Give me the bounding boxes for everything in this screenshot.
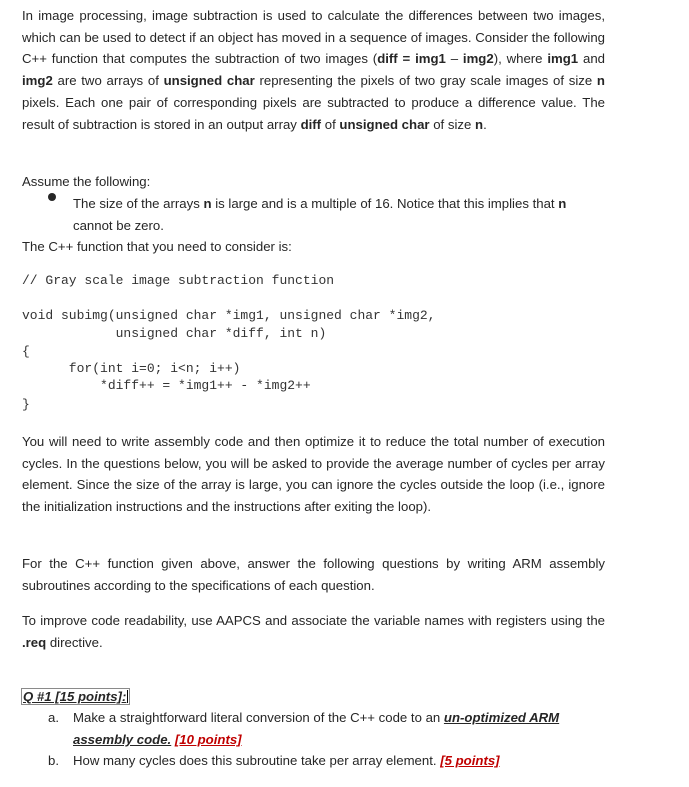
points-badge-b: [5 points] [440, 753, 500, 768]
code-open-brace: { [22, 344, 30, 359]
code-signature-2: unsigned char *diff, int n) [22, 326, 327, 341]
bullet-icon [48, 193, 56, 201]
code-for-loop: for(int i=0; i<n; i++) [22, 361, 241, 376]
assume-bullet [73, 193, 613, 236]
intro-text: In image processing, image subtraction is used to calculate the differences between two images, which can be used to detect if an object has moved in a sequence of images. Consider the following C++ function that computes the subtraction of two images (diff = img1 – img2), where img1 and img2 are two arrays of unsigned char representing the pixels of two gray scale images of size n pixels. Each one pair of corresponding pixels are subtracted to produce a difference value. The result of subtraction is stored in an output array diff of unsigned char of size n. [22, 8, 605, 132]
question-item-a: Make a straightforward literal conversion of the C++ code to an un-optimized ARM assembly code. [10 points] [73, 710, 560, 747]
cycles-paragraph: You will need to write assembly code and then optimize it to reduce the total number of execution cycles. In the questions below, you will be asked to provide the average number of cycles per array element. Since the size of the array is large, you can ignore the cycles outside the loop (i.e., ignore the initialization instructions and the instructions after exiting the loop). [22, 434, 605, 515]
readability-paragraph: To improve code readability, use AAPCS and associate the variable names with registers using the .req directive. [22, 613, 605, 650]
code-close-brace: } [22, 397, 30, 412]
code-signature-1: void subimg(unsigned char *img1, unsigned char *img2, [22, 308, 436, 323]
item-b-marker: b. [48, 753, 59, 768]
bullet-line-1: The size of the arrays n is large and is a multiple of 16. Notice that this implies that n [73, 196, 567, 211]
intro-paragraph [22, 5, 605, 135]
text-cursor [127, 690, 128, 703]
question-title: Q #1 [15 points]: [22, 688, 129, 706]
code-loop-body: *diff++ = *img1++ - *img2++ [22, 378, 311, 393]
code-intro: The C++ function that you need to consider is: [22, 239, 292, 254]
bullet-line-2: cannot be zero. [73, 217, 164, 233]
points-badge-a: [10 points] [174, 731, 242, 747]
instructions-paragraph: For the C++ function given above, answer the following questions by writing ARM assembly subroutines according to the specifications of each question. [22, 556, 605, 593]
assume-heading: Assume the following: [22, 174, 151, 189]
question-item-b: How many cycles does this subroutine take per array element. [5 points] [73, 753, 500, 768]
code-comment: // Gray scale image subtraction function [22, 273, 335, 288]
item-a-marker: a. [48, 710, 59, 725]
